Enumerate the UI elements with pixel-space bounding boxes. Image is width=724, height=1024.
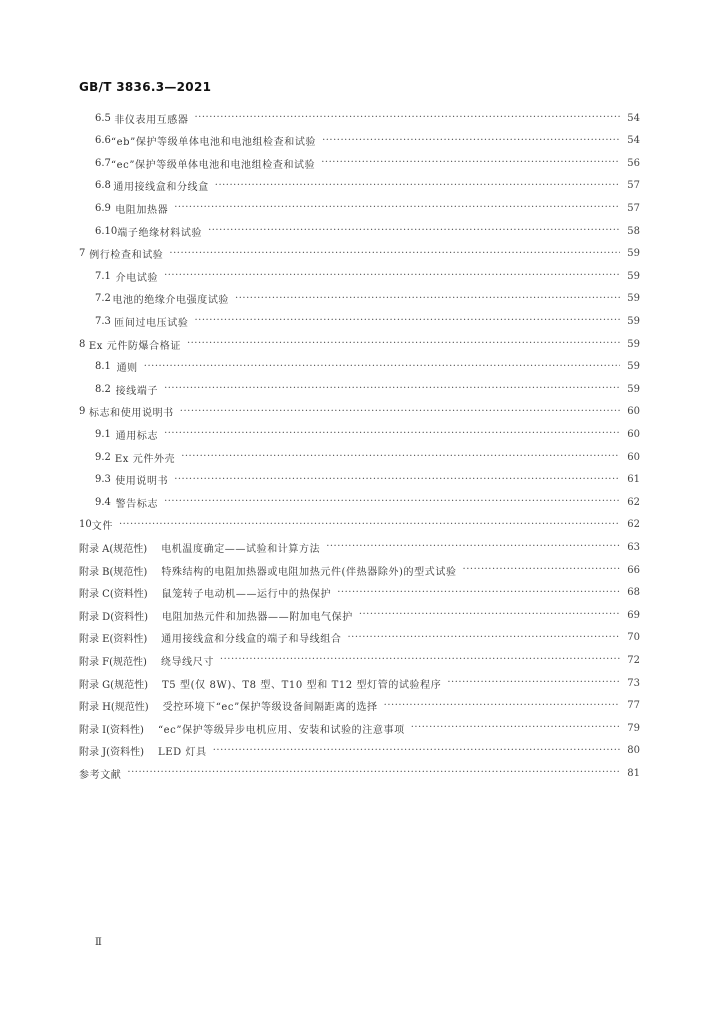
toc-entry-title: T5 型(仅 8W)、T8 型、T10 型和 T12 型灯管的试验程序: [161, 679, 442, 691]
toc-entry[interactable]: [95, 109, 640, 127]
dot-leader: [181, 450, 620, 464]
toc-entry-page-number: 54: [627, 135, 640, 147]
toc-entry-number: 9.2: [95, 451, 111, 463]
toc-entry-page-number: 61: [627, 474, 640, 486]
dot-leader: [359, 608, 620, 622]
toc-entry-title: 受控环境下“ec”保护等级设备间隔距离的选择: [162, 702, 378, 714]
dot-leader: [447, 676, 620, 690]
toc-entry[interactable]: [95, 290, 640, 308]
toc-entry-number: 附录 H(规范性): [79, 702, 149, 714]
toc-entry-page-number: 60: [627, 406, 640, 418]
dot-leader: [347, 631, 620, 645]
toc-entry-title: 介电试验: [115, 272, 159, 284]
dot-leader: [194, 314, 620, 328]
toc-entry-number: 9: [79, 406, 86, 418]
toc-entry-page-number: 59: [627, 293, 640, 305]
toc-entry-title: 通用接线盒和分线盒的端子和导线组合: [161, 634, 342, 646]
toc-entry-title: Ex 元件外壳: [114, 453, 176, 465]
dot-leader: [174, 473, 620, 487]
toc-entry-title: 参考文献: [79, 769, 122, 781]
toc-entry-number: 附录 A(规范性): [79, 543, 148, 555]
toc-entry-number: 6.10: [95, 225, 118, 237]
toc-entry-title: 特殊结构的电阻加热器或电阻加热元件(伴热器除外)的型式试验: [161, 566, 457, 578]
toc-entry-number: 7.3: [95, 315, 111, 327]
toc-entry-page-number: 79: [627, 722, 640, 734]
toc-entry-number: 附录 G(规范性): [79, 679, 148, 691]
toc-entry-page-number: 59: [627, 315, 640, 327]
toc-entry-page-number: 56: [627, 157, 640, 169]
toc-entry[interactable]: [79, 719, 640, 737]
dot-leader: [321, 156, 620, 170]
toc-entry-number: 附录 E(资料性): [79, 634, 148, 646]
toc-entry-number: 6.7: [95, 157, 111, 169]
toc-entry-title: 通用接线盒和分线盒: [113, 182, 209, 194]
toc-entry-page-number: 63: [627, 541, 640, 553]
toc-entry-page-number: 73: [627, 677, 640, 689]
toc-entry-number: 9.4: [95, 496, 111, 508]
toc-entry-title: 电阻加热元件和加热器——附加电气保护: [162, 611, 353, 623]
dot-leader: [208, 224, 620, 238]
toc-entry[interactable]: [95, 177, 640, 195]
toc-entry-title: 标志和使用说明书: [88, 408, 174, 420]
toc-entry[interactable]: [95, 154, 640, 172]
dot-leader: [220, 653, 620, 667]
toc-entry-title: 通用标志: [115, 430, 159, 442]
toc-entry-page-number: 62: [627, 496, 640, 508]
toc-entry[interactable]: [79, 584, 640, 602]
toc-entry-page-number: 60: [627, 451, 640, 463]
toc-entry-page-number: 60: [627, 428, 640, 440]
toc-entry[interactable]: [95, 471, 640, 489]
toc-entry-number: 7: [79, 248, 86, 260]
page-number-footer: Ⅱ: [95, 937, 102, 948]
toc-entry-title: Ex 元件防爆合格证: [88, 340, 181, 352]
toc-entry-number: 附录 I(资料性): [79, 724, 144, 736]
toc-entry-title: 通则: [116, 363, 138, 375]
toc-entry-number: 6.9: [95, 202, 111, 214]
toc-entry-number: 10: [79, 519, 92, 531]
toc-entry-page-number: 57: [627, 180, 640, 192]
toc-entry[interactable]: [95, 448, 640, 466]
toc-entry[interactable]: [79, 674, 640, 692]
toc-entry-page-number: 66: [627, 564, 640, 576]
toc-entry-number: 8.1: [95, 361, 111, 373]
toc-entry-page-number: 77: [627, 700, 640, 712]
toc-entry[interactable]: [95, 267, 640, 285]
toc-entry-number: 9.3: [95, 474, 111, 486]
dot-leader: [384, 699, 620, 713]
toc-entry-number: 6.8: [95, 180, 111, 192]
dot-leader: [164, 269, 620, 283]
dot-leader: [235, 292, 620, 306]
toc-entry[interactable]: [95, 312, 640, 330]
toc-entry-number: 8.2: [95, 383, 111, 395]
dot-leader: [164, 382, 620, 396]
dot-leader: [215, 179, 620, 193]
toc-entry-title: “eb”保护等级单体电池和电池组检查和试验: [110, 137, 317, 149]
standard-number-header: GB/T 3836.3—2021: [79, 80, 212, 94]
toc-entry-page-number: 59: [627, 338, 640, 350]
toc-entry-page-number: 57: [627, 202, 640, 214]
toc-entry[interactable]: [79, 561, 640, 579]
toc-entry-number: 附录 J(资料性): [79, 747, 144, 759]
dot-leader: [326, 540, 620, 554]
toc-entry-number: 附录 D(资料性): [79, 611, 148, 623]
toc-entry-page-number: 59: [627, 248, 640, 260]
toc-entry-title: 匝间过电压试验: [114, 317, 189, 329]
dot-leader: [169, 247, 620, 261]
toc-entry-number: 7.1: [95, 270, 111, 282]
toc-entry-page-number: 69: [627, 609, 640, 621]
toc-entry-number: 附录 F(规范性): [79, 656, 147, 668]
toc-entry-title: 使用说明书: [115, 476, 169, 488]
toc-entry[interactable]: [79, 742, 640, 760]
toc-entry-page-number: 59: [627, 361, 640, 373]
dot-leader: [213, 744, 620, 758]
toc-entry-page-number: 59: [627, 270, 640, 282]
toc-entry-number: 8: [79, 338, 86, 350]
dot-leader: [180, 405, 620, 419]
toc-entry-title: 绕导线尺寸: [160, 656, 214, 668]
toc-entry-page-number: 58: [627, 225, 640, 237]
toc-entry-title: “ec”保护等级异步电机应用、安装和试验的注意事项: [157, 724, 405, 736]
toc-entry-title: 电机温度确定——试验和计算方法: [161, 543, 321, 555]
toc-entry[interactable]: [95, 358, 640, 376]
toc-entry-title: “ec”保护等级单体电池和电池组检查和试验: [110, 159, 316, 171]
toc-entry-page-number: 68: [627, 587, 640, 599]
dot-leader: [187, 337, 620, 351]
dot-leader: [127, 766, 620, 780]
toc-entry-title: 端子绝缘材料试验: [117, 227, 203, 239]
toc-entry-page-number: 80: [627, 745, 640, 757]
toc-entry-title: 电阻加热器: [115, 204, 169, 216]
dot-leader: [337, 586, 620, 600]
toc-entry-number: 6.5: [95, 112, 111, 124]
toc-entry[interactable]: [79, 245, 640, 263]
toc-entry[interactable]: [95, 493, 640, 511]
toc-entry-title: LED 灯具: [158, 747, 207, 759]
toc-entry-number: 附录 B(规范性): [79, 566, 148, 578]
dot-leader: [164, 495, 620, 509]
toc-entry[interactable]: [79, 538, 640, 556]
toc-entry-number: 7.2: [95, 293, 111, 305]
toc-entry-number: 9.1: [95, 428, 111, 440]
toc-entry[interactable]: [95, 425, 640, 443]
toc-entry-title: 文件: [91, 521, 113, 533]
toc-entry-page-number: 72: [627, 654, 640, 666]
toc-entry[interactable]: [79, 764, 640, 782]
toc-entry[interactable]: [95, 132, 640, 150]
toc-entry-page-number: 59: [627, 383, 640, 395]
dot-leader: [144, 360, 620, 374]
toc-entry-page-number: 81: [627, 767, 640, 779]
toc-entry[interactable]: [79, 606, 640, 624]
toc-entry[interactable]: [79, 516, 640, 534]
dot-leader: [411, 721, 620, 735]
toc-entry[interactable]: [79, 403, 640, 421]
dot-leader: [174, 201, 620, 215]
toc-entry-page-number: 62: [627, 519, 640, 531]
toc-entry-title: 接线端子: [115, 385, 159, 397]
toc-entry[interactable]: [79, 629, 640, 647]
dot-leader: [119, 518, 620, 532]
toc-entry-page-number: 54: [627, 112, 640, 124]
dot-leader: [194, 111, 620, 125]
toc-entry-page-number: 70: [627, 632, 640, 644]
toc-entry-title: 电池的绝缘介电强度试验: [112, 295, 230, 307]
toc-entry[interactable]: [95, 199, 640, 217]
toc-entry[interactable]: [79, 697, 640, 715]
dot-leader: [164, 427, 620, 441]
toc-entry[interactable]: [79, 651, 640, 669]
toc-entry-number: 附录 C(资料性): [79, 589, 148, 601]
dot-leader: [322, 134, 620, 148]
dot-leader: [463, 563, 620, 577]
toc-entry[interactable]: [95, 222, 640, 240]
toc-entry[interactable]: [79, 335, 640, 353]
toc-entry-number: 6.6: [95, 135, 111, 147]
toc-entry-title: 例行检查和试验: [89, 250, 164, 262]
toc-entry-title: 非仪表用互感器: [114, 114, 189, 126]
toc-entry[interactable]: [95, 380, 640, 398]
toc-entry-title: 警告标志: [115, 498, 159, 510]
toc-entry-title: 鼠笼转子电动机——运行中的热保护: [161, 589, 332, 601]
